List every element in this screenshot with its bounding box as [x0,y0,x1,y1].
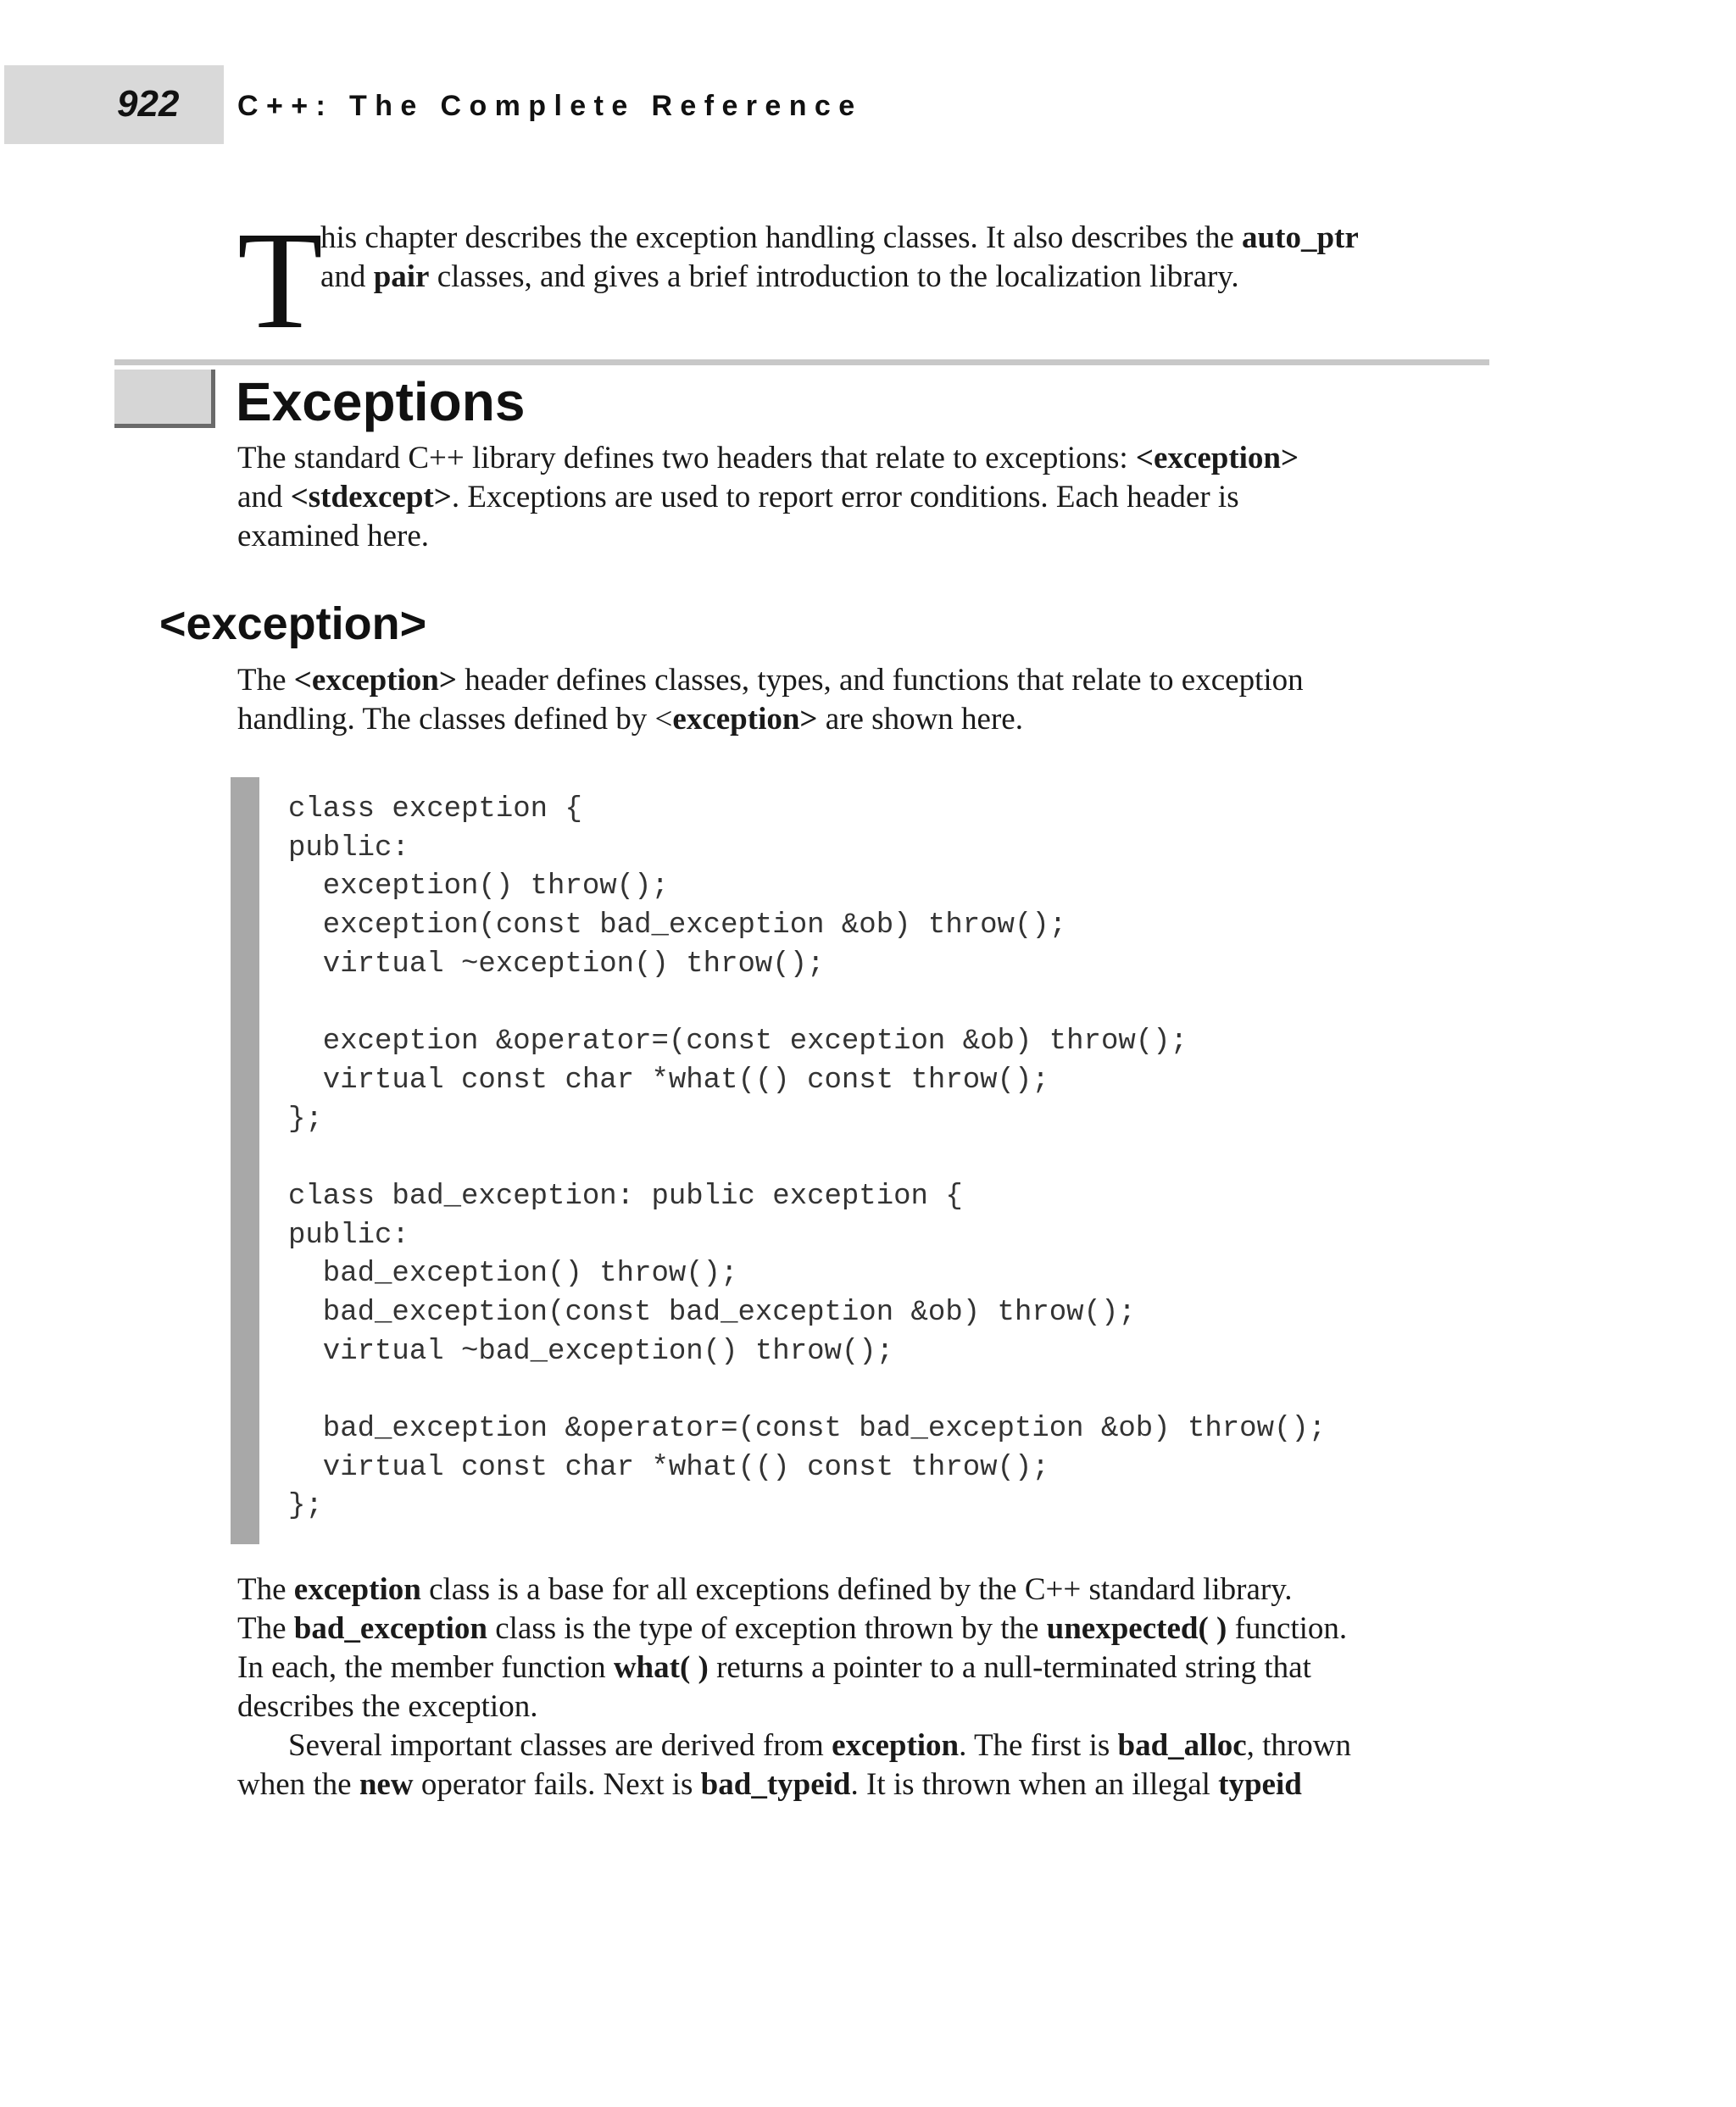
bold-term: typeid [1218,1767,1302,1802]
text-line: when the new operator fails. Next is bad_typeid. It is thrown when an illegal typeid [237,1767,1302,1802]
text-line: In each, the member function what( ) returns a pointer to a null-terminated string that [237,1650,1311,1685]
text-line: describes the exception. [237,1689,538,1724]
code-line: public: [288,1219,409,1252]
code-line: public: [288,831,409,864]
code-line: virtual const char *what(() const throw(); [288,1064,1049,1097]
text-line: handling. The classes defined by <exception> are shown here. [237,702,1023,737]
body-paragraph [237,1571,1492,1804]
bold-term: bad_typeid [700,1767,851,1802]
bold-term: exception [832,1728,960,1763]
bold-term: exception [293,1572,421,1607]
code-line: }; [288,1490,323,1523]
code-line: exception(const bad_exception &ob) throw(); [288,909,1067,942]
bold-term: bad_exception [293,1611,487,1646]
section-marker [114,370,215,428]
code-line: virtual ~exception() throw(); [288,948,825,981]
code-line [288,984,1326,1023]
code-line: exception() throw(); [288,870,669,903]
text-line: The <exception> header defines classes, types, and functions that relate to exception [237,663,1304,698]
code-listing [288,791,1326,1526]
page-number: 922 [117,83,180,125]
intro-line: his chapter describes the exception handling classes. It also describes the auto_ptr [320,220,1359,255]
code-line: class exception { [288,793,582,826]
section-title: Exceptions [236,371,526,432]
code-line: }; [288,1103,323,1136]
bold-term: new [359,1767,414,1802]
text-line: The bad_exception class is the type of exception thrown by the unexpected( ) function. [237,1611,1348,1646]
subsection-paragraph [237,661,1492,739]
bold-term: bad_alloc [1117,1728,1247,1763]
text-line: The standard C++ library defines two headers that relate to exceptions: <exception> [237,441,1299,475]
section-paragraph [237,439,1492,556]
code-sidebar [231,777,259,1544]
code-line: bad_exception() throw(); [288,1258,738,1291]
bold-term: <exception> [293,663,457,698]
section-rule [114,359,1489,365]
code-line: bad_exception(const bad_exception &ob) throw(); [288,1296,1136,1329]
code-line: bad_exception &operator=(const bad_exception &ob) throw(); [288,1413,1327,1445]
bold-term: <exception> [1135,441,1299,475]
subsection-title: <exception> [159,598,427,649]
bold-term: <stdexcept> [290,480,452,514]
text-line: The exception class is a base for all exceptions defined by the C++ standard library. [237,1572,1293,1607]
text-line: examined here. [237,519,429,553]
text-line: and <stdexcept>. Exceptions are used to report error conditions. Each header is [237,480,1239,514]
bold-term: pair [373,259,430,294]
bold-term: auto_ptr [1242,220,1359,255]
code-line: exception &operator=(const exception &ob) throw(); [288,1026,1188,1059]
code-line: virtual ~bad_exception() throw(); [288,1335,894,1368]
intro-line: and pair classes, and gives a brief introduction to the localization library. [320,259,1239,294]
intro-paragraph [237,203,1492,358]
drop-cap: T [237,203,323,358]
code-line: virtual const char *what(() const throw(); [288,1451,1049,1484]
bold-term: unexpected( ) [1046,1611,1227,1646]
code-line: class bad_exception: public exception { [288,1180,963,1213]
code-line [288,1139,1326,1178]
bold-term: exception> [672,702,818,737]
running-title: C++: The Complete Reference [237,90,863,122]
text-line: Several important classes are derived from exception. The first is bad_alloc, thrown [288,1728,1351,1763]
page-number-tab [4,65,224,144]
bold-term: what( ) [613,1650,709,1685]
code-line [288,1371,1326,1410]
